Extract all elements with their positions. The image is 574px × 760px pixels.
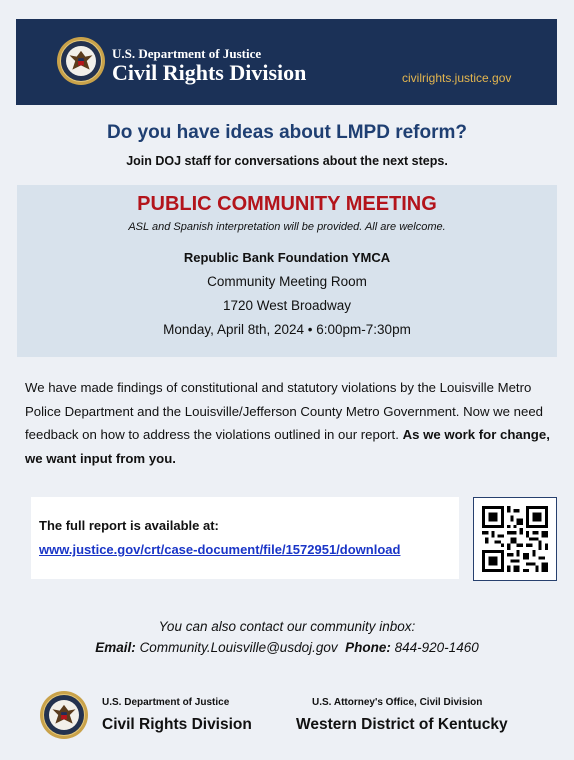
invite-text: Join DOJ staff for conversations about the next steps. xyxy=(126,154,448,168)
contact-intro: You can also contact our community inbox: xyxy=(158,619,416,634)
findings-emphasis: As we work for change, we want input from you. xyxy=(25,427,550,466)
interpretation-note: ASL and Spanish interpretation will be provided. All are welcome. xyxy=(128,221,446,233)
street-address: 1720 West Broadway xyxy=(222,298,352,313)
meeting-panel xyxy=(17,185,557,357)
footer-department: U.S. Department of Justice xyxy=(102,697,230,708)
department-name: U.S. Department of Justice xyxy=(112,46,262,61)
findings-body: We have made findings of constitutional and statutory violations by the Louisville Metro Police Department and the Louisville/Jefferson County Metro Government. Now we need feedback on how to address the violations outlined in our report. xyxy=(25,380,544,442)
phone-number[interactable]: 844-920-1460 xyxy=(394,640,479,655)
footer-district: Western District of Kentucky xyxy=(296,716,508,733)
date-time xyxy=(17,322,557,337)
phone-label: Phone: xyxy=(345,640,391,655)
bullet-separator: • xyxy=(307,322,313,337)
email-label: Email: xyxy=(95,640,136,655)
report-box xyxy=(31,497,459,579)
contact-details xyxy=(0,640,574,655)
website-link[interactable]: civilrights.justice.gov xyxy=(402,71,512,85)
email-address[interactable]: Community.Louisville@usdoj.gov xyxy=(139,640,338,655)
meeting-title: PUBLIC COMMUNITY MEETING xyxy=(137,193,437,215)
report-label: The full report is available at: xyxy=(39,518,219,533)
meeting-time: 6:00pm-7:30pm xyxy=(316,322,411,337)
venue-name: Republic Bank Foundation YMCA xyxy=(183,250,391,265)
doj-seal-icon xyxy=(57,37,105,85)
qr-code-icon[interactable] xyxy=(473,497,557,581)
report-link[interactable]: www.justice.gov/crt/case-document/file/1572951/download xyxy=(39,542,401,557)
meeting-date: Monday, April 8th, 2024 xyxy=(163,322,304,337)
headline-question: Do you have ideas about LMPD reform? xyxy=(107,122,467,143)
doj-seal-icon xyxy=(40,691,88,739)
division-name: Civil Rights Division xyxy=(112,60,307,85)
findings-paragraph xyxy=(25,376,561,470)
room-name: Community Meeting Room xyxy=(207,274,367,289)
header-banner xyxy=(16,19,557,105)
footer-attorney-office: U.S. Attorney's Office, Civil Division xyxy=(312,697,483,708)
footer-division: Civil Rights Division xyxy=(102,716,252,733)
